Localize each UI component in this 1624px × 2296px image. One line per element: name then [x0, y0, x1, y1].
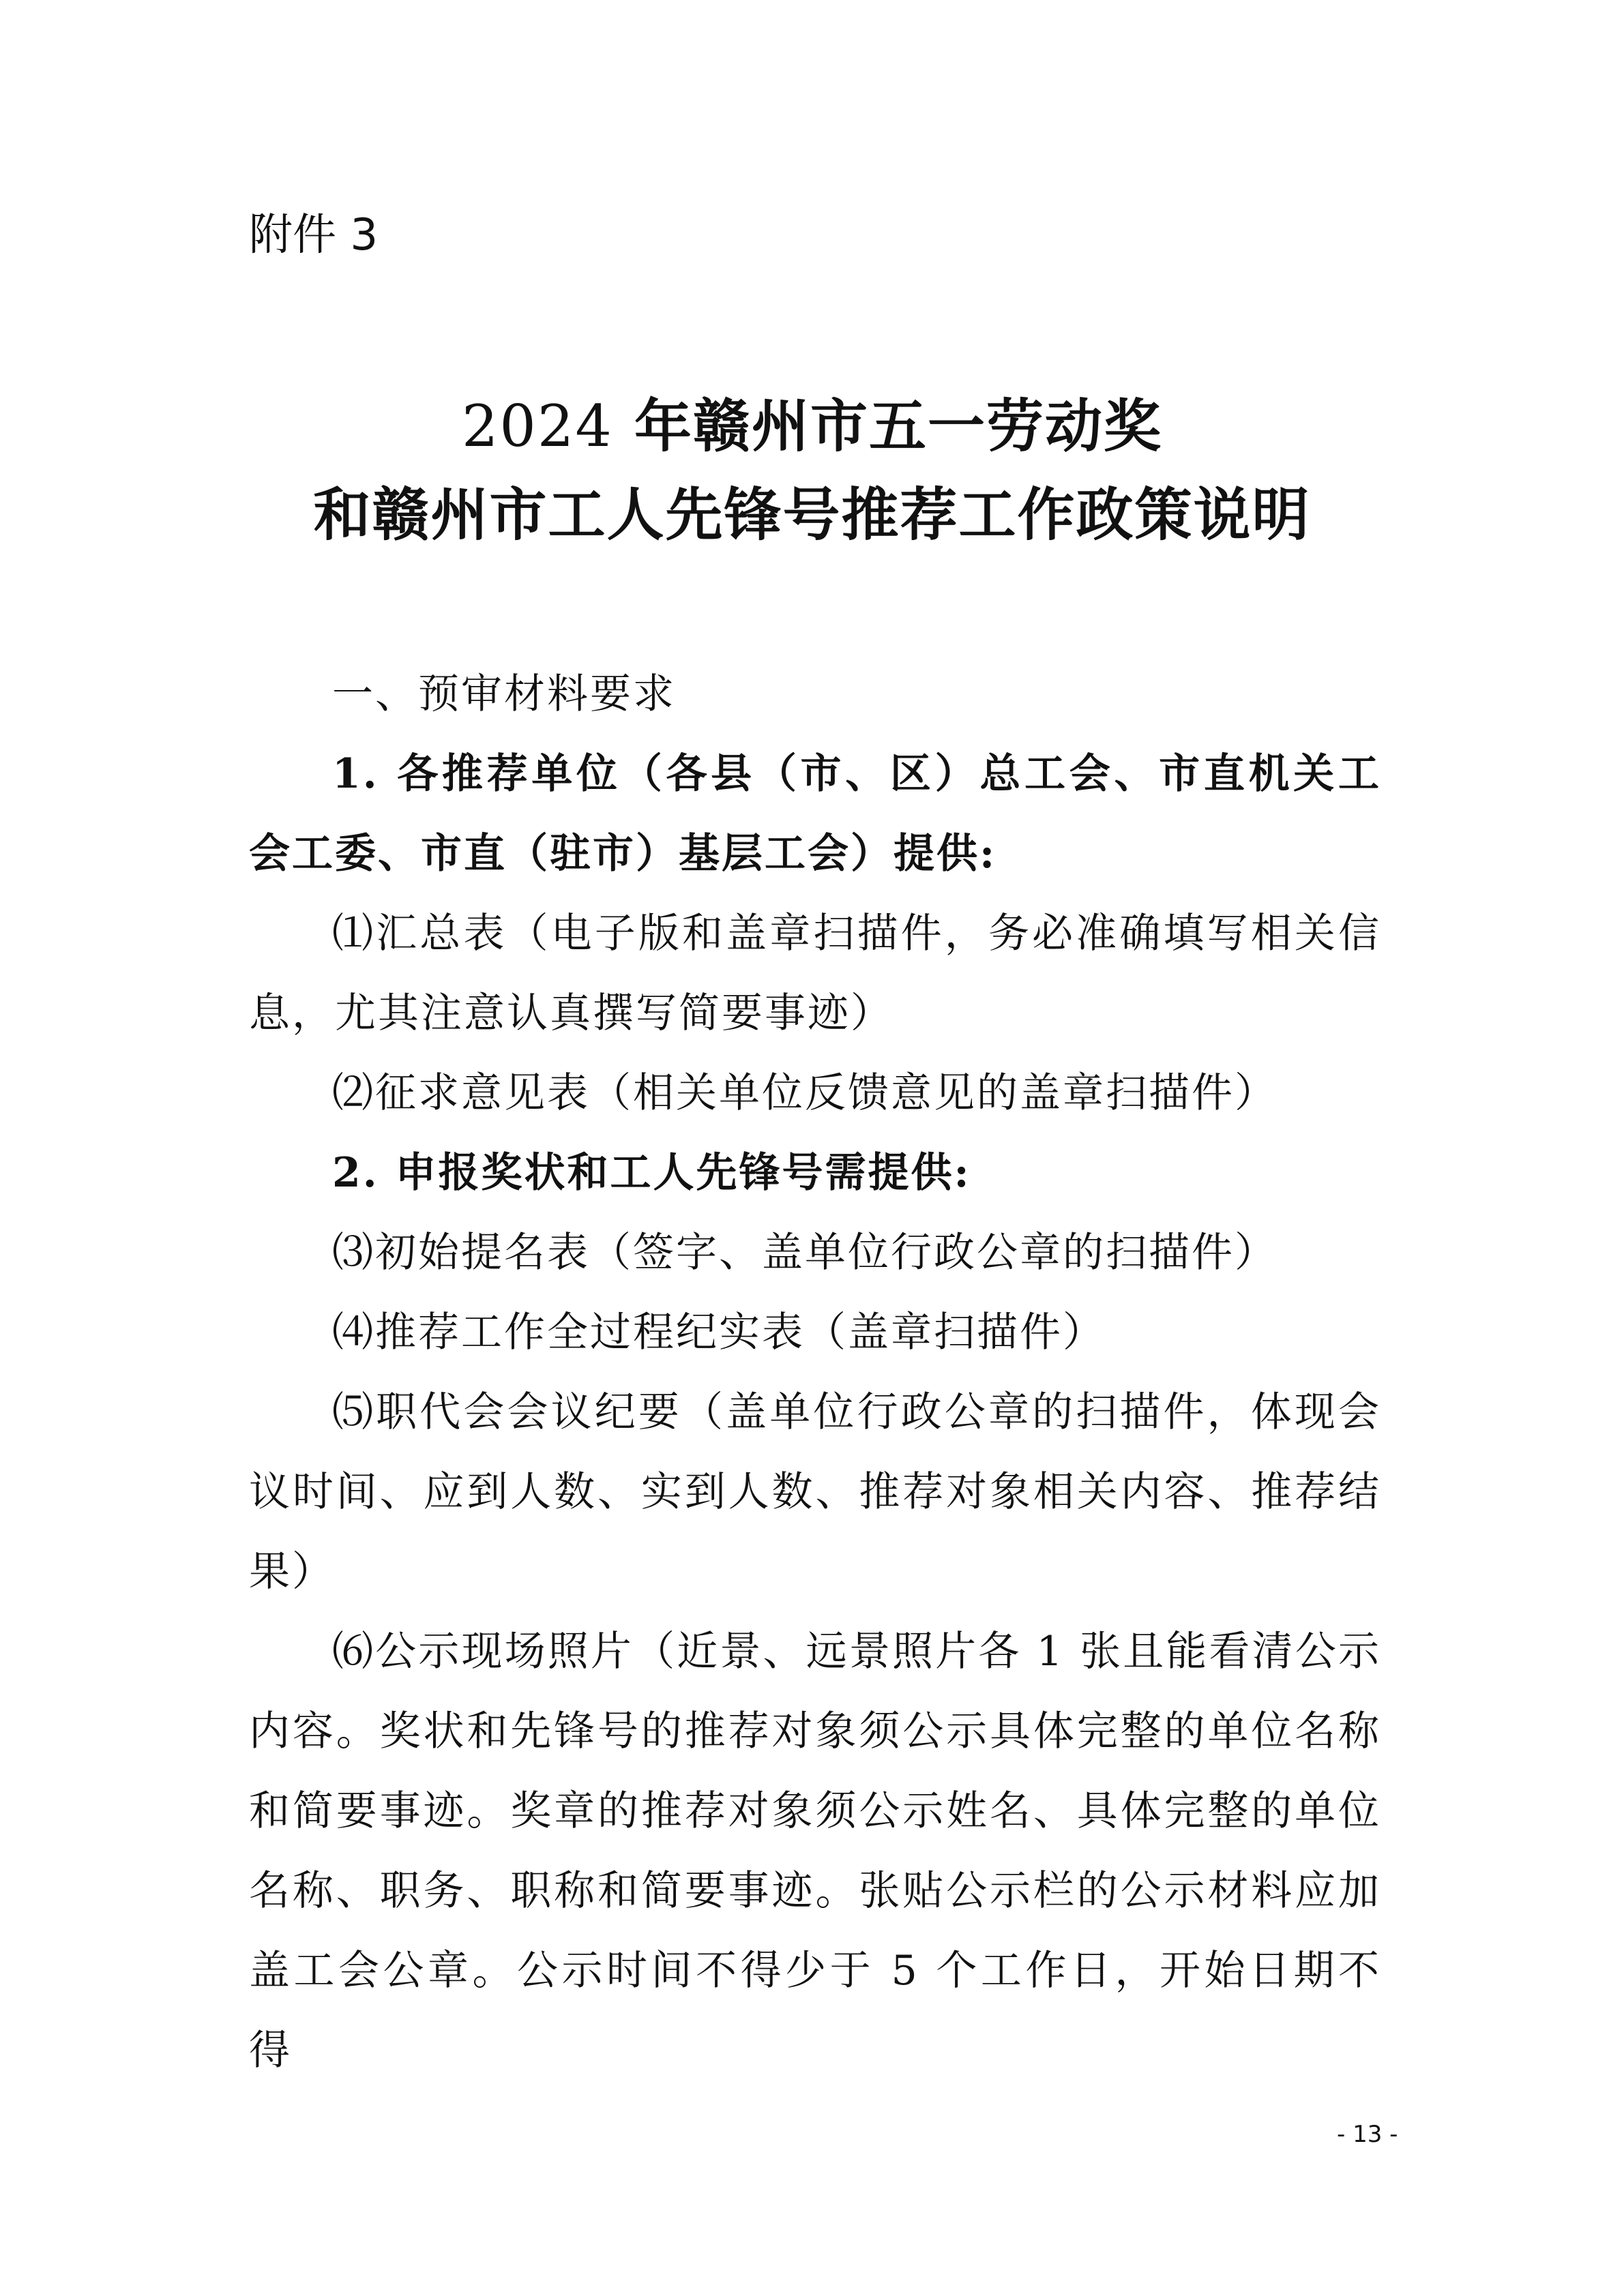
section-heading: 一、预审材料要求	[332, 670, 676, 718]
page-number: - 13 -	[1337, 2121, 1398, 2148]
title-line-1-text: 年赣州市五一劳动奖	[612, 393, 1163, 460]
item-2-4: ⑷推荐工作全过程纪实表（盖章扫描件）	[332, 1309, 1106, 1356]
title-line-2: 和赣州市工人先锋号推荐工作政策说明	[313, 481, 1311, 548]
item-2-6: ⑹公示现场照片（近景、远景照片各 1 张且能看清公示内容。奖状和先锋号的推荐对象须公示具体完整的单位名称和简要事迹。奖章的推荐对象须公示姓名、具体完整的单位名称、职务、职称和简要事迹。张贴公示栏的公示材料应加盖工会公章。公示时间不得少于 5 个工作日，开始日期不得	[249, 1628, 1381, 2074]
item-1-2: ⑵征求意见表（相关单位反馈意见的盖章扫描件）	[332, 1069, 1278, 1117]
item-1-heading: 1. 各推荐单位（各县（市、区）总工会、市直机关工会工委、市直（驻市）基层工会）提供:	[249, 750, 1381, 878]
title-year: 2024	[461, 393, 613, 460]
item-1-1: ⑴汇总表（电子版和盖章扫描件，务必准确填写相关信息，尤其注意认真撰写简要事迹）	[249, 910, 1381, 1037]
item-2-5: ⑸职代会会议纪要（盖单位行政公章的扫描件，体现会议时间、应到人数、实到人数、推荐对象相关内容、推荐结果）	[249, 1388, 1381, 1596]
item-2-heading: 2. 申报奖状和工人先锋号需提供:	[332, 1149, 971, 1197]
document-title	[0, 382, 1624, 559]
document-body	[249, 655, 1381, 2091]
title-line-1	[0, 382, 1624, 471]
attachment-label: 附件 3	[249, 210, 379, 260]
item-2-3: ⑶初始提名表（签字、盖单位行政公章的扫描件）	[332, 1229, 1278, 1277]
